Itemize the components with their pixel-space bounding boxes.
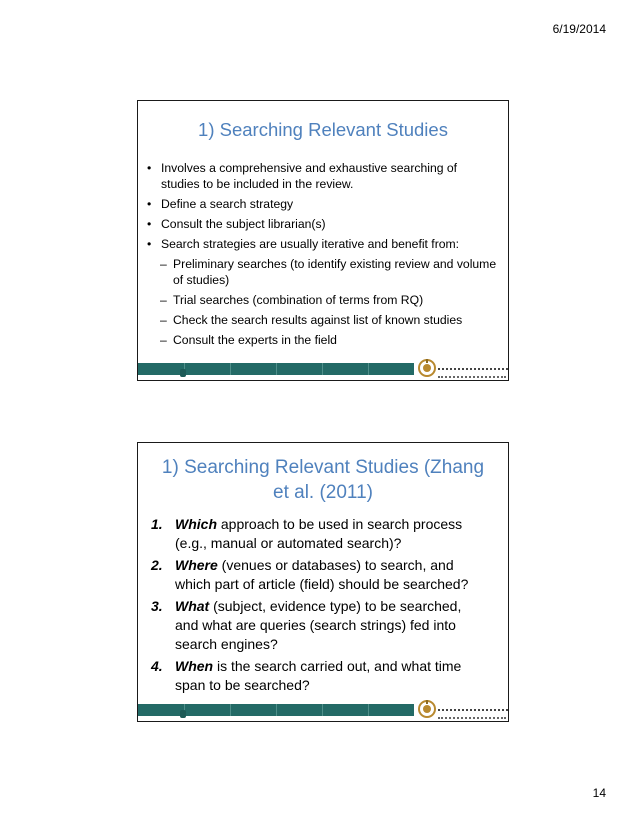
question-text: (subject, evidence type) to be searched, and what are queries (search strings) fed into search engines? <box>175 598 462 652</box>
university-emblem-icon <box>418 358 436 378</box>
sub-bullet-item: – Check the search results against list of known studies <box>138 312 508 328</box>
slide-title: 1) Searching Relevant Studies <box>198 119 448 140</box>
sub-bullet-item: – Trial searches (combination of terms from RQ) <box>138 292 508 308</box>
question-keyword: What <box>175 598 210 614</box>
page-number: 14 <box>592 786 606 800</box>
slide-footer <box>138 697 508 721</box>
question-number: 3. <box>151 598 163 614</box>
bullet-item: • Define a search strategy <box>138 196 508 212</box>
question-text: is the search carried out, and what time span to be searched? <box>175 658 462 693</box>
question-number: 4. <box>151 658 163 674</box>
bullet-item: • Search strategies are usually iterative and benefit from: <box>138 236 508 252</box>
question-text: (venues or databases) to search, and which part of article (field) should be searched? <box>175 557 469 592</box>
question-text: approach to be used in search process (e.g., manual or automated search)? <box>175 516 463 551</box>
slide-title: 1) Searching Relevant Studies (Zhang et al. (2011) <box>161 457 485 503</box>
question-item <box>138 657 508 695</box>
sub-bullet-item: – Consult the experts in the field <box>138 332 508 348</box>
university-emblem-icon <box>418 699 436 719</box>
bullet-list <box>138 160 508 348</box>
question-number: 1. <box>151 516 163 532</box>
bullet-item: • Involves a comprehensive and exhaustive searching of studies to be included in the review. <box>138 160 508 192</box>
question-number: 2. <box>151 557 163 573</box>
page-date: 6/19/2014 <box>552 22 606 36</box>
university-logo <box>416 356 510 380</box>
slide-1 <box>137 100 509 381</box>
footer-band <box>138 363 414 375</box>
slide-footer <box>138 356 508 380</box>
question-keyword: When <box>175 658 214 674</box>
question-keyword: Where <box>175 557 218 573</box>
question-keyword: Which <box>175 516 217 532</box>
footer-band <box>138 704 414 716</box>
slide-2 <box>137 442 509 722</box>
question-item <box>138 597 508 654</box>
bullet-item: • Consult the subject librarian(s) <box>138 216 508 232</box>
sub-bullet-item: – Preliminary searches (to identify existing review and volume of studies) <box>138 256 508 288</box>
question-list <box>138 515 508 695</box>
university-logo <box>416 697 510 721</box>
question-item <box>138 515 508 553</box>
question-item <box>138 556 508 594</box>
